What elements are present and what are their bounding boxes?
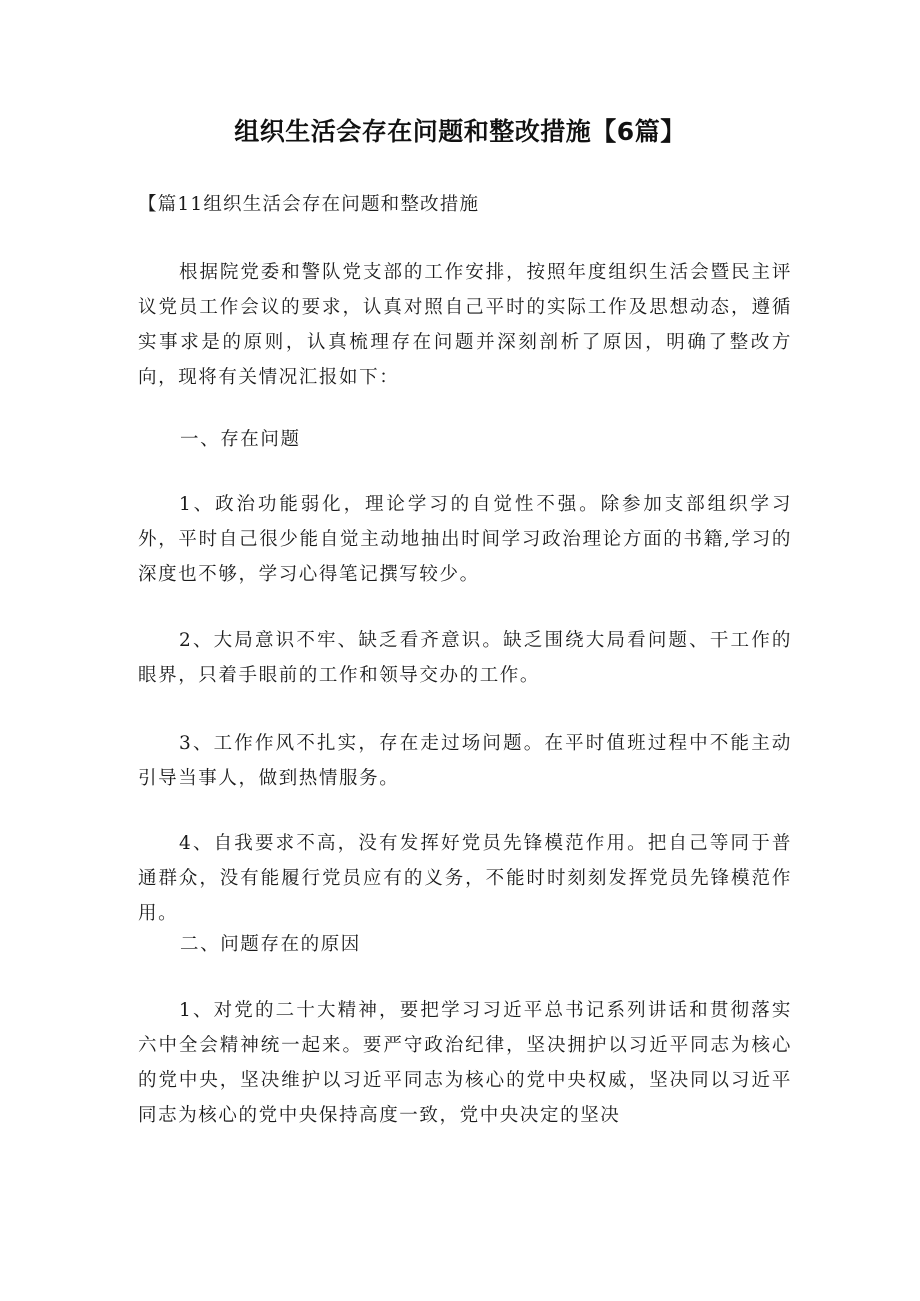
problem-item: 1、政治功能弱化，理论学习的自觉性不强。除参加支部组织学习外，平时自己很少能自觉主动地抽出时间学习政治理论方面的书籍,学习的深度也不够，学习心得笔记撰写较少。 <box>138 494 792 585</box>
intro-paragraph: 根据院党委和警队党支部的工作安排，按照年度组织生活会暨民主评议党员工作会议的要求，认真对照自己平时的实际工作及思想动态，遵循实事求是的原则，认真梳理存在问题并深刻剖析了原因，明确了整改方向，现将有关情况汇报如下： <box>138 262 792 388</box>
problem-item: 4、自我要求不高，没有发挥好党员先锋模范作用。把自己等同于普通群众，没有能履行党员应有的义务，不能时时刻刻发挥党员先锋模范作用。 <box>138 833 792 924</box>
section-heading-problems: 一、存在问题 <box>180 429 301 450</box>
chapter-heading: 【篇11组织生活会存在问题和整改措施 <box>138 194 480 215</box>
section-heading-causes: 二、问题存在的原因 <box>180 934 361 955</box>
problem-item: 2、大局意识不牢、缺乏看齐意识。缺乏围绕大局看问题、干工作的眼界，只着手眼前的工作和领导交办的工作。 <box>138 630 792 686</box>
problem-item: 3、工作作风不扎实，存在走过场问题。在平时值班过程中不能主动引导当事人，做到热情服务。 <box>138 733 792 789</box>
document-title: 组织生活会存在问题和整改措施【6篇】 <box>234 117 686 146</box>
cause-item: 1、对党的二十大精神，要把学习习近平总书记系列讲话和贯彻落实六中全会精神统一起来。要严守政治纪律，坚决拥护以习近平同志为核心的党中央，坚决维护以习近平同志为核心的党中央权威，坚决同以习近平同志为核心的党中央保持高度一致，党中央决定的坚决 <box>138 1000 792 1126</box>
